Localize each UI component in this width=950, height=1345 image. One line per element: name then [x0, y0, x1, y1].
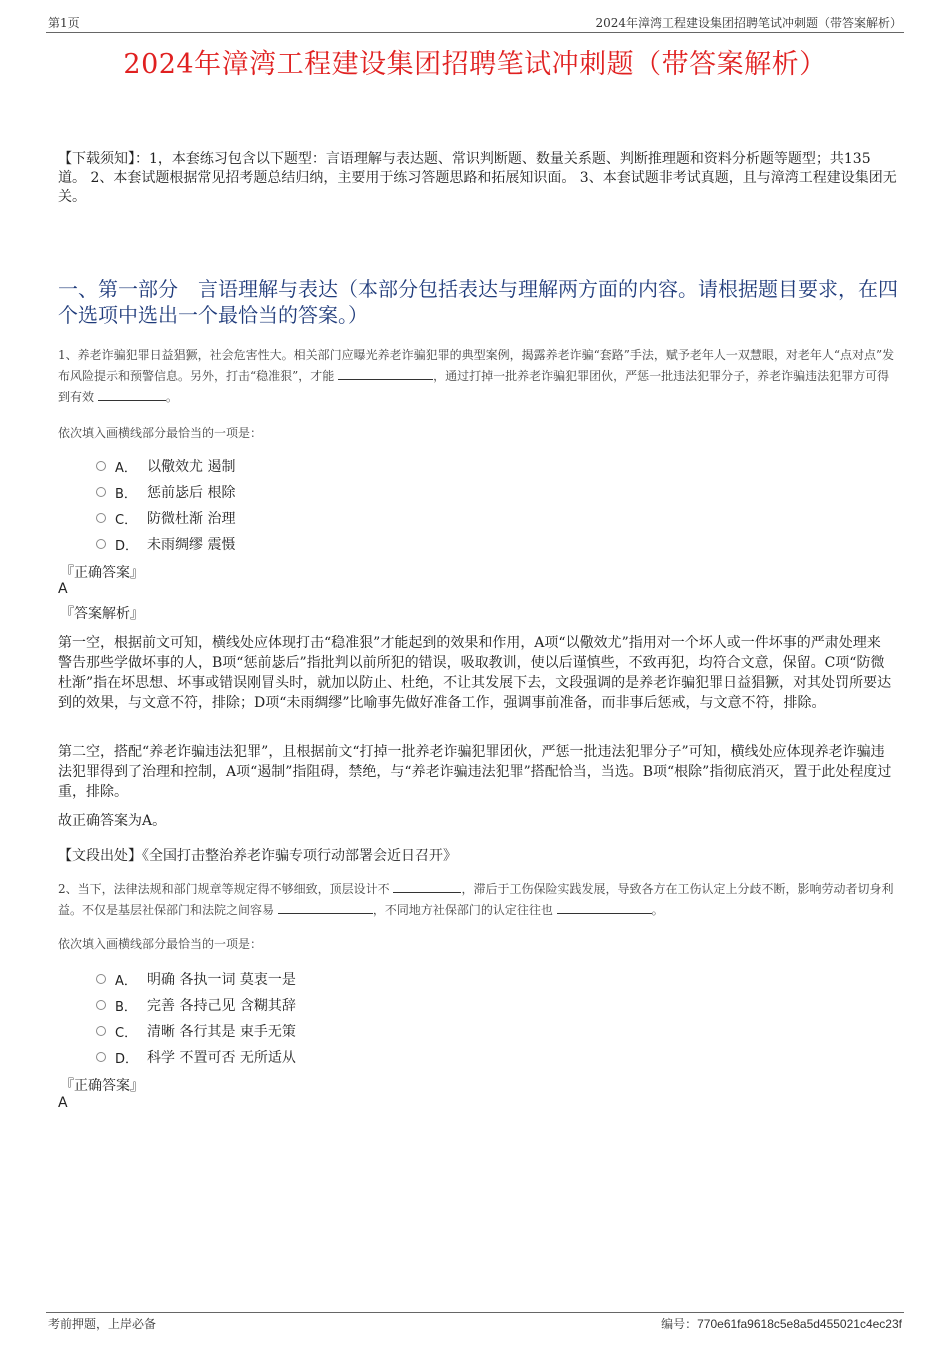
radio-icon[interactable]	[96, 1000, 106, 1010]
page-title: 2024年漳湾工程建设集团招聘笔试冲刺题（带答案解析）	[123, 49, 827, 80]
radio-icon[interactable]	[96, 974, 106, 984]
radio-icon[interactable]	[96, 513, 106, 523]
option-a[interactable]	[96, 453, 235, 479]
question-1-text-part-c: 。	[165, 390, 178, 404]
analysis-label: 『答案解析』	[60, 606, 144, 622]
question-1-options	[96, 453, 235, 557]
footer-slogan: 考前押题，上岸必备	[48, 1317, 157, 1331]
option-b[interactable]	[96, 479, 235, 505]
option-c[interactable]	[96, 1018, 296, 1044]
option-text: 科学 不置可否 无所适从	[147, 1050, 296, 1066]
question-2-text-part-b: ，滞后于工伤保险实践发展，导致各方在工伤认定上分歧不断，影响劳动者切身利益。不仅是基层社保部门和法院之间容易	[58, 882, 894, 917]
footer-divider	[46, 1312, 904, 1313]
analysis-paragraph-2: 第二空，搭配“养老诈骗违法犯罪”，且根据前文“打掉一批养老诈骗犯罪团伙，严惩一批违法犯罪分子”可知，横线处应体现养老诈骗违法犯罪得到了治理和控制，A项“遏制”指阻碍，禁绝，与“养老诈骗违法犯罪”搭配恰当，当选。B项“根除”指彻底消灭，置于此处程度过重，排除。	[58, 744, 892, 800]
option-letter: A．	[115, 973, 137, 989]
question-1-prompt: 依次填入画横线部分最恰当的一项是：	[58, 426, 263, 440]
option-d[interactable]	[96, 531, 235, 557]
option-letter: D．	[115, 1051, 139, 1067]
option-letter: A．	[115, 460, 137, 476]
option-text: 清晰 各行其是 束手无策	[147, 1024, 296, 1040]
option-text: 防微杜渐 治理	[147, 511, 236, 527]
answer-label: 『正确答案』	[60, 565, 144, 581]
download-notice: 【下载须知】：1，本套练习包含以下题型：言语理解与表达题、常识判断题、数量关系题、判断推理题和资料分析题等题型；共135道。 2、本套试题根据常见招考题总结归纳，主要用于练习答题思路和拓展知识面。 3、本套试题非考试真题，且与漳湾工程建设集团无关。	[58, 151, 897, 205]
option-c[interactable]	[96, 505, 235, 531]
option-text: 明确 各执一词 莫衷一是	[147, 972, 296, 988]
question-2-text-part-d: 。	[651, 903, 664, 917]
option-text: 以儆效尤 遏制	[147, 459, 236, 475]
option-letter: B．	[115, 999, 137, 1015]
analysis-paragraph-1: 第一空，根据前文可知，横线处应体现打击“稳准狠”才能起到的效果和作用，A项“以儆效尤”指用对一个坏人或一件坏事的严肃处理来警告那些学做坏事的人，B项“惩前毖后”指批判以前所犯的错误，吸取教训，使以后谨慎些，不致再犯，均符合文意，保留。C项“防微杜渐”指在坏思想、坏事或错误刚冒头时，就加以防止、杜绝，不让其发展下去，文段强调的是养老诈骗犯罪日益猖獗，对其处罚所要达到的效果，与文意不符，排除；D项“未雨绸缪”比喻事先做好准备工作，强调事前准备，而非事后惩戒，与文意不符，排除。	[58, 635, 892, 711]
correct-answer: A	[58, 1095, 68, 1111]
option-letter: D．	[115, 538, 139, 554]
question-1-text-part-b: ，通过打掉一批养老诈骗犯罪团伙，严惩一批违法犯罪分子，养老诈骗违法犯罪方可得到有效	[58, 369, 890, 404]
question-1-text-part-a: 1、养老诈骗犯罪日益猖獗，社会危害性大。相关部门应曝光养老诈骗犯罪的典型案例，揭露养老诈骗“套路”手法，赋予老年人一双慧眼，对老年人“点对点”发布风险提示和预警信息。另外，打击“稳准狠”，才能	[58, 348, 895, 383]
question-2-text-part-c: ，不同地方社保部门的认定往往也	[372, 903, 557, 917]
option-text: 惩前毖后 根除	[147, 485, 236, 501]
option-letter: C．	[115, 1025, 138, 1041]
analysis-conclusion: 故正确答案为A。	[58, 813, 167, 829]
correct-answer: A	[58, 581, 68, 597]
radio-icon[interactable]	[96, 487, 106, 497]
page-number: 第1页	[48, 16, 80, 30]
text-source: 【文段出处】《全国打击整治养老诈骗专项行动部署会近日召开》	[58, 848, 457, 864]
answer-label: 『正确答案』	[60, 1078, 144, 1094]
code-label: 编号：	[661, 1317, 698, 1331]
radio-icon[interactable]	[96, 461, 106, 471]
option-letter: B．	[115, 486, 137, 502]
option-d[interactable]	[96, 1044, 296, 1070]
radio-icon[interactable]	[96, 539, 106, 549]
fill-blank	[557, 901, 652, 914]
header-divider	[46, 32, 904, 33]
fill-blank	[393, 880, 461, 893]
question-2-prompt: 依次填入画横线部分最恰当的一项是：	[58, 937, 263, 951]
fill-blank	[278, 901, 373, 914]
fill-blank	[338, 367, 433, 380]
question-1-text	[58, 345, 898, 408]
question-2-text	[58, 879, 898, 921]
section-title: 一、第一部分 言语理解与表达（本部分包括表达与理解两方面的内容。请根据题目要求，在四个选项中选出一个最恰当的答案。）	[58, 277, 898, 327]
option-letter: C．	[115, 512, 138, 528]
radio-icon[interactable]	[96, 1026, 106, 1036]
option-b[interactable]	[96, 992, 296, 1018]
option-a[interactable]	[96, 966, 296, 992]
option-text: 完善 各持己见 含糊其辞	[147, 998, 296, 1014]
radio-icon[interactable]	[96, 1052, 106, 1062]
question-2-options	[96, 966, 296, 1070]
question-2-text-part-a: 2、当下，法律法规和部门规章等规定得不够细致，顶层设计不	[58, 882, 394, 896]
document-code	[661, 1315, 902, 1332]
code-value: 770e61fa9618c5e8a5d455021c4ec23f	[697, 1317, 902, 1331]
fill-blank	[98, 388, 166, 401]
option-text: 未雨绸缪 震慑	[147, 537, 236, 553]
header-doc-title: 2024年漳湾工程建设集团招聘笔试冲刺题（带答案解析）	[595, 16, 902, 30]
